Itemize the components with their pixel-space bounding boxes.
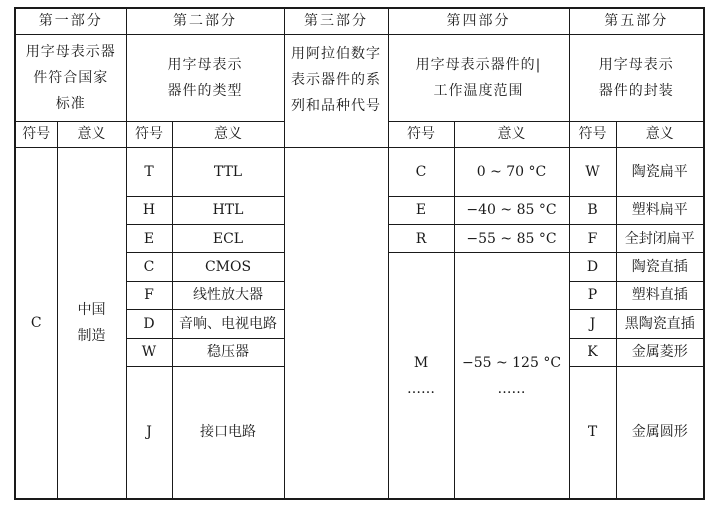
part1-meaning: 中国 制造	[57, 148, 126, 499]
table-row	[15, 148, 704, 197]
part2-header: 第二部分	[126, 8, 284, 34]
part2-symbol: J	[126, 366, 172, 499]
part1-meaning-header: 意义	[57, 121, 126, 147]
part2-symbol: H	[126, 196, 172, 224]
part4-symbol: M ……	[388, 253, 454, 499]
part5-meaning: 全封闭扁平	[616, 225, 704, 253]
part5-symbol: B	[569, 196, 616, 224]
part1-symbol: C	[15, 148, 57, 499]
part4-description: 用字母表示器件的| 工作温度范围	[388, 34, 569, 121]
part4-symbol: E	[388, 196, 454, 224]
part2-meaning: TTL	[172, 148, 284, 197]
part5-symbol: J	[569, 310, 616, 338]
part2-meaning: ECL	[172, 225, 284, 253]
part4-meaning: −55 ~ 85 °C	[454, 225, 569, 253]
part5-header: 第五部分	[569, 8, 704, 34]
part2-symbol: C	[126, 253, 172, 281]
part4-meaning-header: 意义	[454, 121, 569, 147]
part5-meaning: 陶瓷扁平	[616, 148, 704, 197]
part4-meaning: −40 ~ 85 °C	[454, 196, 569, 224]
part2-meaning: 音响、电视电路	[172, 310, 284, 338]
part5-meaning: 金属圆形	[616, 366, 704, 499]
part2-description: 用字母表示 器件的类型	[126, 34, 284, 121]
device-naming-table	[14, 7, 705, 500]
part-header-row	[15, 8, 704, 34]
part2-meaning: HTL	[172, 196, 284, 224]
part3-description: 用阿拉伯数字 表示器件的系 列和品种代号	[284, 34, 388, 147]
part5-symbol: P	[569, 281, 616, 309]
part5-meaning: 陶瓷直插	[616, 253, 704, 281]
part5-symbol: K	[569, 338, 616, 366]
part2-symbol: D	[126, 310, 172, 338]
part2-meaning-header: 意义	[172, 121, 284, 147]
part5-meaning: 塑料直插	[616, 281, 704, 309]
part4-header: 第四部分	[388, 8, 569, 34]
part1-symbol-header: 符号	[15, 121, 57, 147]
part5-meaning: 塑料扁平	[616, 196, 704, 224]
part5-meaning-header: 意义	[616, 121, 704, 147]
part5-symbol: T	[569, 366, 616, 499]
description-row	[15, 34, 704, 121]
part5-description: 用字母表示 器件的封装	[569, 34, 704, 121]
part5-meaning: 金属菱形	[616, 338, 704, 366]
part4-meaning: 0 ~ 70 °C	[454, 148, 569, 197]
part5-symbol: W	[569, 148, 616, 197]
part3-header: 第三部分	[284, 8, 388, 34]
part2-symbol: T	[126, 148, 172, 197]
part5-meaning: 黑陶瓷直插	[616, 310, 704, 338]
part3-body	[284, 148, 388, 499]
part2-meaning: 线性放大器	[172, 281, 284, 309]
part5-symbol: D	[569, 253, 616, 281]
part2-symbol: E	[126, 225, 172, 253]
part1-header: 第一部分	[15, 8, 126, 34]
part2-symbol: F	[126, 281, 172, 309]
part2-symbol-header: 符号	[126, 121, 172, 147]
part4-symbol: C	[388, 148, 454, 197]
part4-symbol: R	[388, 225, 454, 253]
part5-symbol: F	[569, 225, 616, 253]
part5-symbol-header: 符号	[569, 121, 616, 147]
part2-meaning: CMOS	[172, 253, 284, 281]
part2-meaning: 稳压器	[172, 338, 284, 366]
part2-meaning: 接口电路	[172, 366, 284, 499]
part4-meaning: −55 ~ 125 °C ……	[454, 253, 569, 499]
part4-symbol-header: 符号	[388, 121, 454, 147]
part2-symbol: W	[126, 338, 172, 366]
part1-description: 用字母表示器 件符合国家 标准	[15, 34, 126, 121]
